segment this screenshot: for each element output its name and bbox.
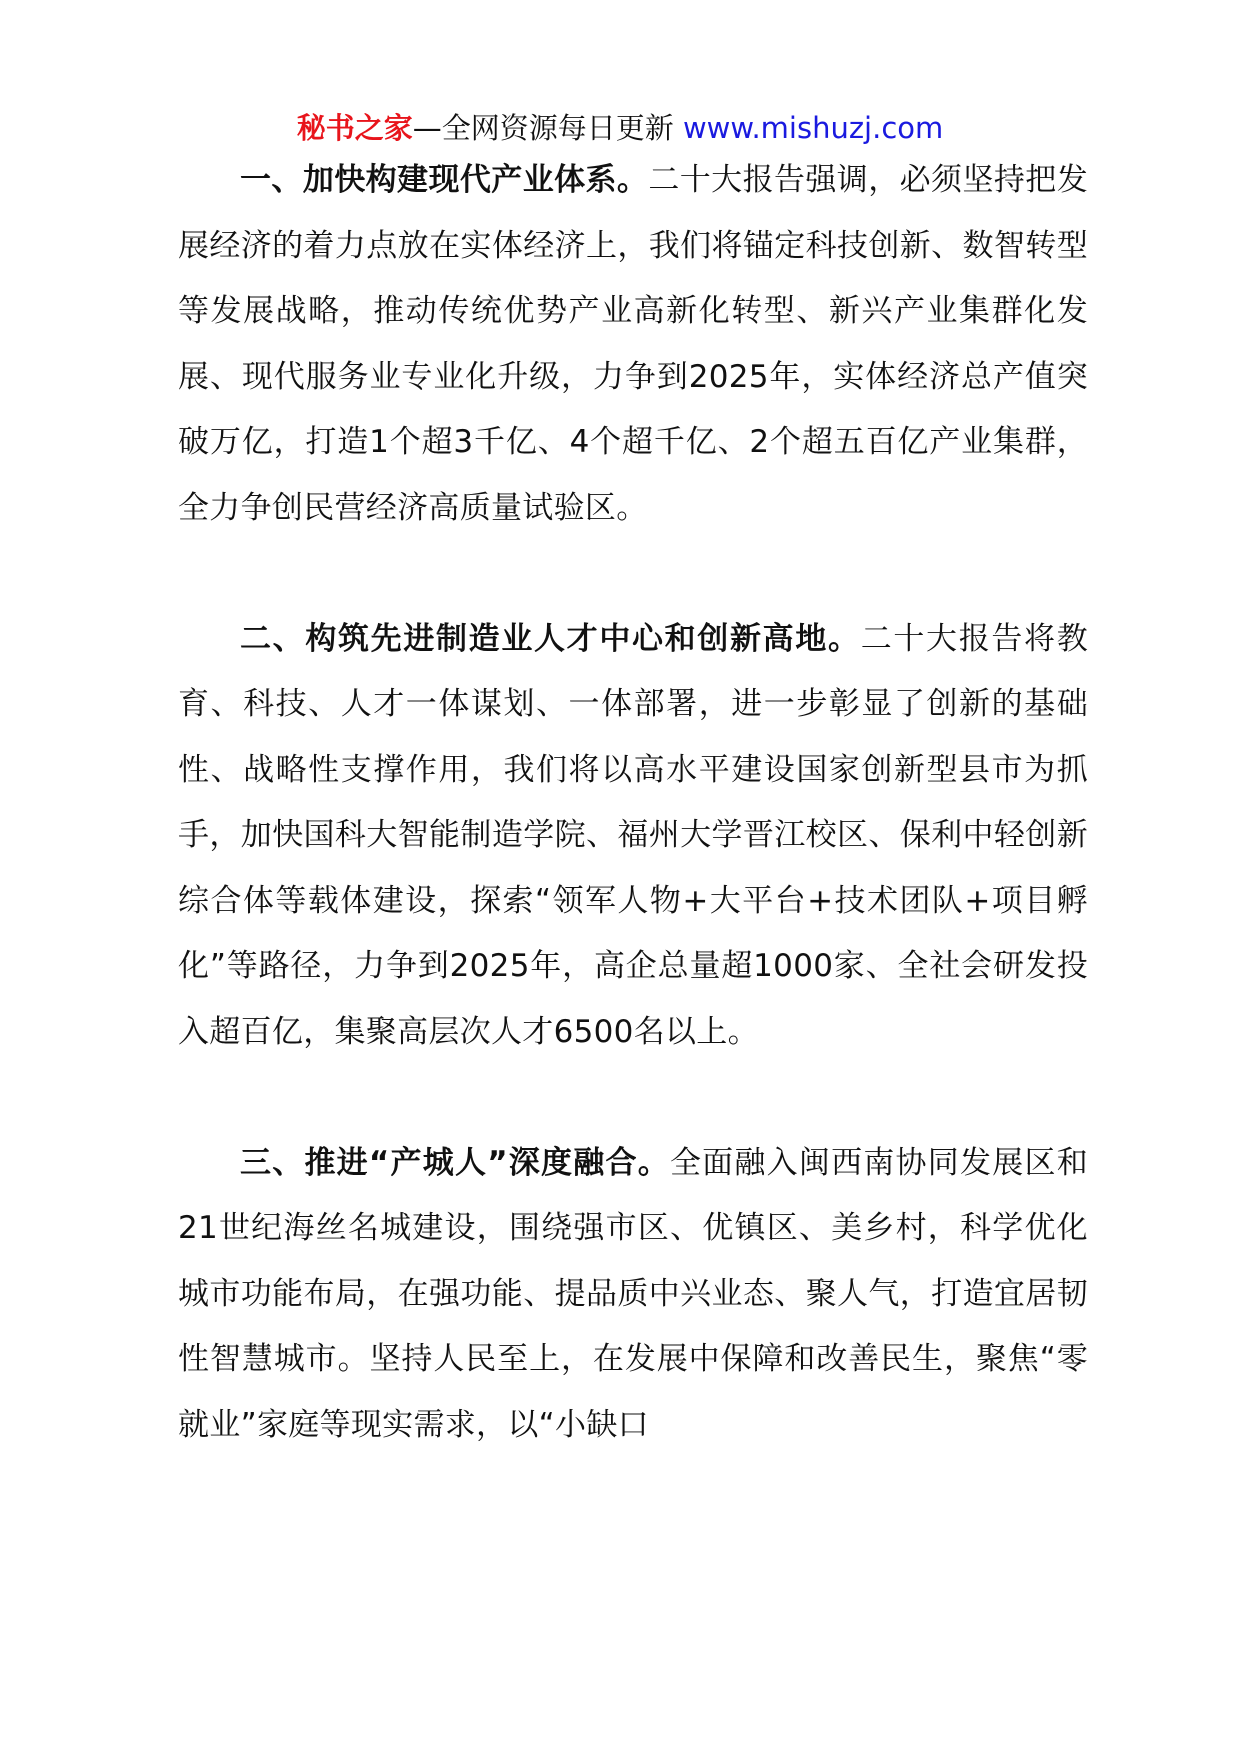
section-paragraph-1 [178, 148, 1088, 541]
section-heading-2: 二、构筑先进制造业人才中心和创新高地。 [240, 620, 861, 657]
section-heading-1: 一、加快构建现代产业体系。 [240, 162, 649, 198]
brand-name: 秘书之家 [296, 111, 413, 145]
site-url-link[interactable]: www.mishuzj.com [682, 111, 944, 145]
section-paragraph-3 [178, 1131, 1088, 1459]
section-text-1: 二十大报告强调，必须坚持把发展经济的着力点放在实体经济上，我们将锚定科技创新、数智转型等发展战略，推动传统优势产业高新化转型、新兴产业集群化发展、现代服务业专业化升级，力争到2025年，实体经济总产值突破万亿，打造1个超3千亿、4个超千亿、2个超五百亿产业集群，全力争创民营经济高质量试验区。 [178, 162, 1088, 526]
section-text-3: 全面融入闽西南协同发展区和21世纪海丝名城建设，围绕强市区、优镇区、美乡村，科学优化城市功能布局，在强功能、提品质中兴业态、聚人气，打造宜居韧性智慧城市。坚持人民至上，在发展中保障和改善民生，聚焦“零就业”家庭等现实需求，以“小缺口 [178, 1144, 1088, 1443]
section-text-2: 二十大报告将教育、科技、人才一体谋划、一体部署，进一步彰显了创新的基础性、战略性支撑作用，我们将以高水平建设国家创新型县市为抓手，加快国科大智能制造学院、福州大学晋江校区、保利中轻创新综合体等载体建设，探索“领军人物+大平台+技术团队+项目孵化”等路径，力争到2025年，高企总量超1000家、全社会研发投入超百亿，集聚高层次人才6500名以上。 [178, 620, 1088, 1050]
section-paragraph-2 [178, 607, 1088, 1066]
document-body [178, 148, 1088, 1458]
section-heading-3: 三、推进“产城人”深度融合。 [240, 1144, 670, 1181]
site-header [0, 108, 1240, 148]
header-tagline: —全网资源每日更新 [412, 111, 674, 145]
